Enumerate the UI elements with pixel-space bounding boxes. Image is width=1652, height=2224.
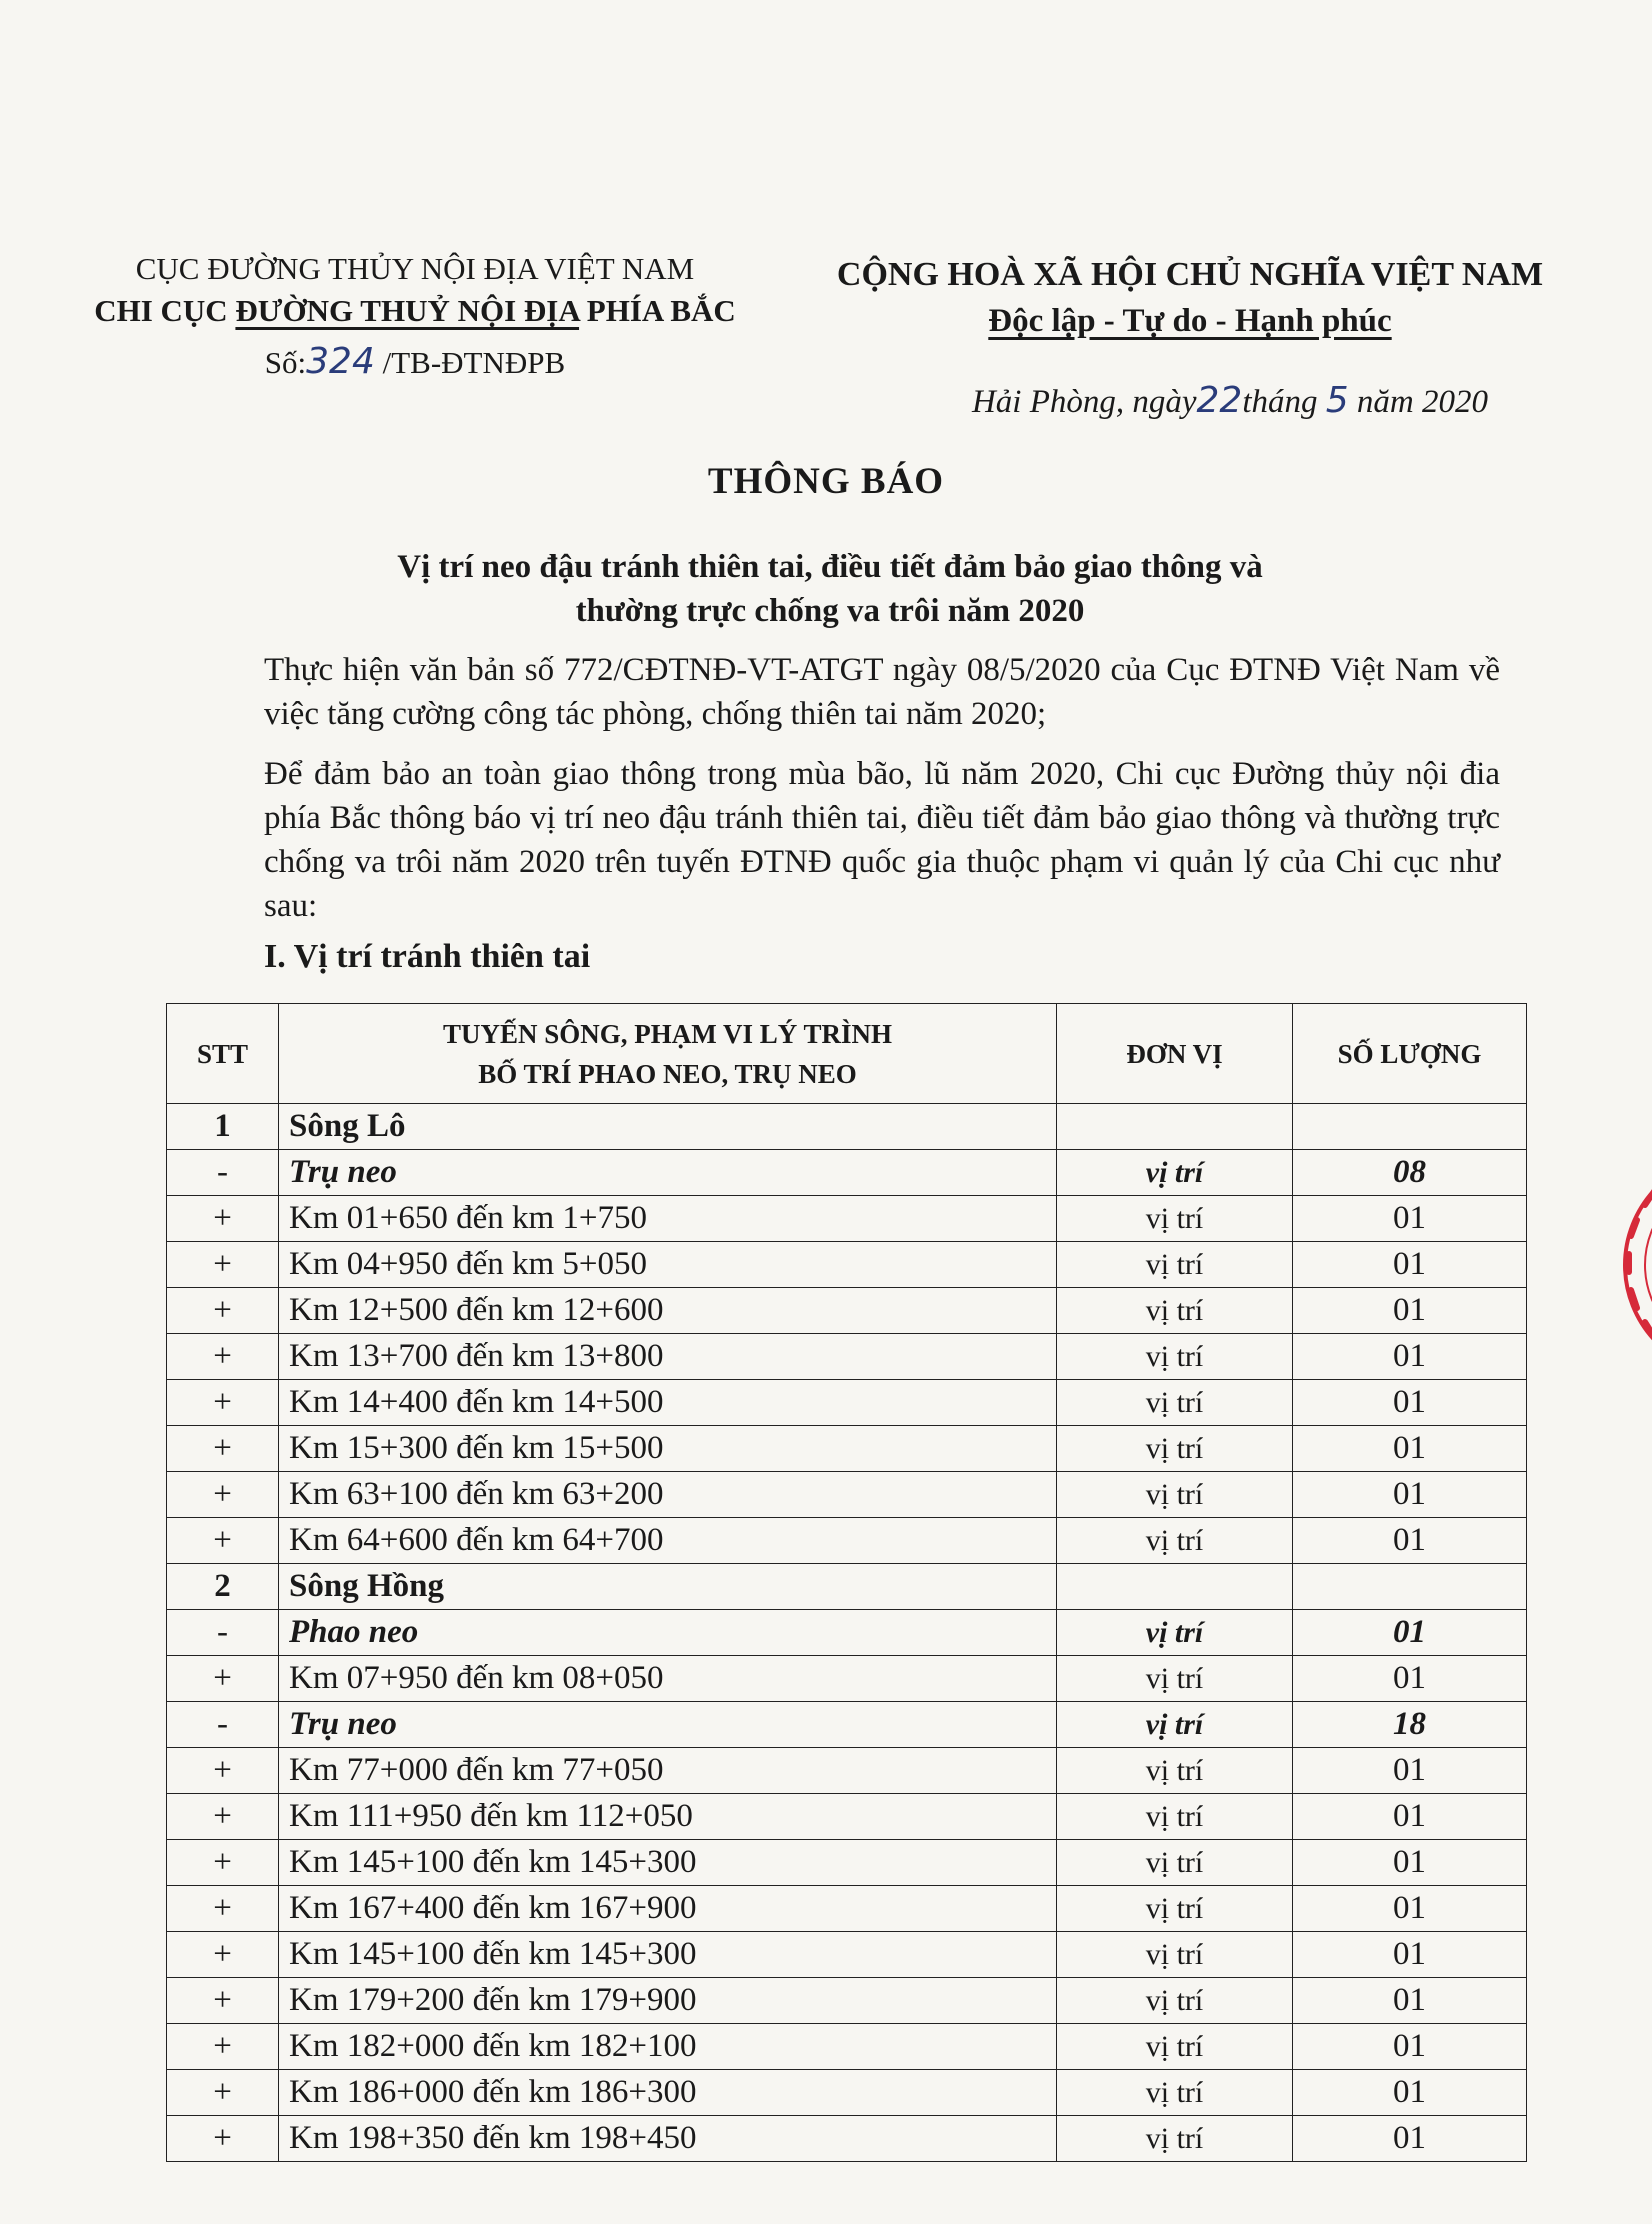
row-unit: vị trí [1057, 1794, 1293, 1840]
table-row [167, 1932, 1527, 1978]
row-quantity: 01 [1293, 1242, 1527, 1288]
row-route: Km 01+650 đến km 1+750 [279, 1196, 1057, 1242]
header-quantity: SỐ LƯỢNG [1293, 1004, 1527, 1104]
table-row [167, 1104, 1527, 1150]
issuing-agency-prefix: CHI CỤC [94, 293, 236, 328]
row-unit: vị trí [1057, 1472, 1293, 1518]
doc-no-label: Số: [264, 345, 307, 380]
row-stt: + [167, 1932, 279, 1978]
row-quantity: 01 [1293, 1794, 1527, 1840]
row-quantity: 08 [1293, 1150, 1527, 1196]
parent-agency: CỤC ĐƯỜNG THỦY NỘI ĐỊA VIỆT NAM [135, 251, 695, 286]
row-quantity: 01 [1293, 1518, 1527, 1564]
row-stt: + [167, 1334, 279, 1380]
row-quantity: 01 [1293, 1978, 1527, 2024]
row-stt: + [167, 1886, 279, 1932]
row-quantity: 01 [1293, 1886, 1527, 1932]
table-row [167, 1334, 1527, 1380]
row-unit: vị trí [1057, 1426, 1293, 1472]
row-stt: + [167, 1794, 279, 1840]
table-row [167, 2116, 1527, 2162]
row-stt: - [167, 1150, 279, 1196]
table-row [167, 1702, 1527, 1748]
row-route: Km 14+400 đến km 14+500 [279, 1380, 1057, 1426]
row-unit: vị trí [1057, 1334, 1293, 1380]
header-stt: STT [167, 1004, 279, 1104]
doc-no-handwritten: 324 [306, 341, 375, 382]
document-subtitle [200, 545, 1460, 633]
table-row [167, 1380, 1527, 1426]
date-month-label: tháng [1242, 384, 1326, 420]
row-quantity: 01 [1293, 1380, 1527, 1426]
header-route [279, 1004, 1057, 1104]
row-unit: vị trí [1057, 1288, 1293, 1334]
row-stt: + [167, 1288, 279, 1334]
paragraph-reference: Thực hiện văn bản số 772/CĐTNĐ-VT-ATGT ngày 08/5/2020 của Cục ĐTNĐ Việt Nam về việc tăng cường công tác phòng, chống thiên tai năm 2020; [264, 652, 1500, 732]
row-route: Km 15+300 đến km 15+500 [279, 1426, 1057, 1472]
row-quantity [1293, 1104, 1527, 1150]
table-row [167, 1196, 1527, 1242]
row-unit: vị trí [1057, 1196, 1293, 1242]
row-stt: + [167, 1656, 279, 1702]
document-title: THÔNG BÁO [707, 461, 945, 502]
table-row [167, 1518, 1527, 1564]
date-month-handwritten: 5 [1325, 380, 1349, 421]
row-stt: + [167, 1196, 279, 1242]
row-unit: vị trí [1057, 1518, 1293, 1564]
header-route-line-1: TUYẾN SÔNG, PHẠM VI LÝ TRÌNH [442, 1018, 893, 1049]
row-route: Km 167+400 đến km 167+900 [279, 1886, 1057, 1932]
row-route: Km 198+350 đến km 198+450 [279, 2116, 1057, 2162]
row-route: Km 13+700 đến km 13+800 [279, 1334, 1057, 1380]
row-unit: vị trí [1057, 1840, 1293, 1886]
table-row [167, 1840, 1527, 1886]
row-route: Phao neo [279, 1610, 1057, 1656]
row-quantity: 01 [1293, 1472, 1527, 1518]
row-unit: vị trí [1057, 1886, 1293, 1932]
row-unit: vị trí [1057, 1702, 1293, 1748]
table-row [167, 1886, 1527, 1932]
row-unit: vị trí [1057, 1610, 1293, 1656]
row-unit: vị trí [1057, 1150, 1293, 1196]
national-motto: Độc lập - Tự do - Hạnh phúc [988, 303, 1392, 339]
issuing-agency [50, 290, 780, 332]
row-stt: + [167, 1472, 279, 1518]
row-route: Km 04+950 đến km 5+050 [279, 1242, 1057, 1288]
row-stt: 1 [167, 1104, 279, 1150]
table-row [167, 1656, 1527, 1702]
row-route: Km 179+200 đến km 179+900 [279, 1978, 1057, 2024]
red-seal-stamp [1585, 1150, 1652, 1380]
row-route: Trụ neo [279, 1702, 1057, 1748]
header-unit: ĐƠN VỊ [1057, 1004, 1293, 1104]
row-unit [1057, 1104, 1293, 1150]
row-stt: + [167, 1978, 279, 2024]
row-stt: + [167, 1748, 279, 1794]
row-stt: - [167, 1702, 279, 1748]
row-unit: vị trí [1057, 1932, 1293, 1978]
table-row [167, 1978, 1527, 2024]
row-stt: + [167, 1518, 279, 1564]
row-route: Km 182+000 đến km 182+100 [279, 2024, 1057, 2070]
date-year: năm 2020 [1348, 384, 1489, 420]
date-day-handwritten: 22 [1196, 380, 1243, 421]
table-header-row [167, 1004, 1527, 1104]
row-quantity: 01 [1293, 1610, 1527, 1656]
republic-name: CỘNG HOÀ XÃ HỘI CHỦ NGHĨA VIỆT NAM [836, 256, 1544, 293]
row-route: Km 64+600 đến km 64+700 [279, 1518, 1057, 1564]
row-unit: vị trí [1057, 1242, 1293, 1288]
table-row [167, 2070, 1527, 2116]
table-row [167, 1472, 1527, 1518]
row-unit: vị trí [1057, 1656, 1293, 1702]
issuer-block [50, 248, 780, 389]
row-quantity: 01 [1293, 1748, 1527, 1794]
row-route: Sông Hồng [279, 1564, 1057, 1610]
row-route: Km 77+000 đến km 77+050 [279, 1748, 1057, 1794]
table-row [167, 2024, 1527, 2070]
table-row [167, 1242, 1527, 1288]
national-heading [790, 252, 1590, 344]
row-stt: + [167, 2070, 279, 2116]
paragraph-notice: Để đảm bảo an toàn giao thông trong mùa bão, lũ năm 2020, Chi cục Đường thủy nội đia phía Bắc thông báo vị trí neo đậu tránh thiên tai, điều tiết đảm bảo giao thông và thường trực chống va trôi năm 2020 trên tuyến ĐTNĐ quốc gia thuộc phạm vi quản lý của Chi cục như sau: [264, 756, 1500, 924]
subtitle-line-2: thường trực chống va trôi năm 2020 [575, 593, 1085, 629]
row-unit: vị trí [1057, 1978, 1293, 2024]
table-row [167, 1794, 1527, 1840]
subtitle-line-1: Vị trí neo đậu tránh thiên tai, điều tiết đảm bảo giao thông và [397, 549, 1263, 585]
date-prefix: Hải Phòng, ngày [971, 384, 1197, 420]
row-route: Km 186+000 đến km 186+300 [279, 2070, 1057, 2116]
row-stt: + [167, 1840, 279, 1886]
row-stt: + [167, 1426, 279, 1472]
row-stt: + [167, 2024, 279, 2070]
document-number [50, 336, 780, 389]
row-route: Km 145+100 đến km 145+300 [279, 1932, 1057, 1978]
row-stt: + [167, 1242, 279, 1288]
row-route: Km 12+500 đến km 12+600 [279, 1288, 1057, 1334]
table-row [167, 1426, 1527, 1472]
row-unit: vị trí [1057, 1748, 1293, 1794]
row-quantity: 18 [1293, 1702, 1527, 1748]
issuing-agency-underlined: ĐƯỜNG THUỶ NỘI ĐỊA [235, 293, 580, 328]
header-route-line-2: BỐ TRÍ PHAO NEO, TRỤ NEO [478, 1058, 857, 1089]
row-stt: + [167, 2116, 279, 2162]
row-route: Km 63+100 đến km 63+200 [279, 1472, 1057, 1518]
table-row [167, 1748, 1527, 1794]
mooring-table [166, 1003, 1527, 2162]
row-quantity: 01 [1293, 2024, 1527, 2070]
row-quantity: 01 [1293, 1656, 1527, 1702]
row-unit: vị trí [1057, 2116, 1293, 2162]
table-row [167, 1150, 1527, 1196]
issuing-agency-suffix: PHÍA BẮC [579, 293, 736, 328]
row-quantity: 01 [1293, 1426, 1527, 1472]
row-quantity: 01 [1293, 1840, 1527, 1886]
row-quantity: 01 [1293, 1196, 1527, 1242]
row-quantity: 01 [1293, 2116, 1527, 2162]
row-quantity [1293, 1564, 1527, 1610]
row-quantity: 01 [1293, 1334, 1527, 1380]
row-stt: - [167, 1610, 279, 1656]
row-route: Sông Lô [279, 1104, 1057, 1150]
doc-no-suffix: /TB-ĐTNĐPB [374, 345, 566, 380]
row-unit: vị trí [1057, 1380, 1293, 1426]
row-quantity: 01 [1293, 2070, 1527, 2116]
row-quantity: 01 [1293, 1932, 1527, 1978]
section-heading: I. Vị trí tránh thiên tai [264, 938, 591, 975]
row-route: Km 145+100 đến km 145+300 [279, 1840, 1057, 1886]
row-route: Trụ neo [279, 1150, 1057, 1196]
table-row [167, 1564, 1527, 1610]
row-route: Km 07+950 đến km 08+050 [279, 1656, 1057, 1702]
row-stt: + [167, 1380, 279, 1426]
table-row [167, 1288, 1527, 1334]
row-unit: vị trí [1057, 2070, 1293, 2116]
place-date [880, 380, 1580, 421]
row-route: Km 111+950 đến km 112+050 [279, 1794, 1057, 1840]
row-unit: vị trí [1057, 2024, 1293, 2070]
table-row [167, 1610, 1527, 1656]
row-stt: 2 [167, 1564, 279, 1610]
row-unit [1057, 1564, 1293, 1610]
row-quantity: 01 [1293, 1288, 1527, 1334]
